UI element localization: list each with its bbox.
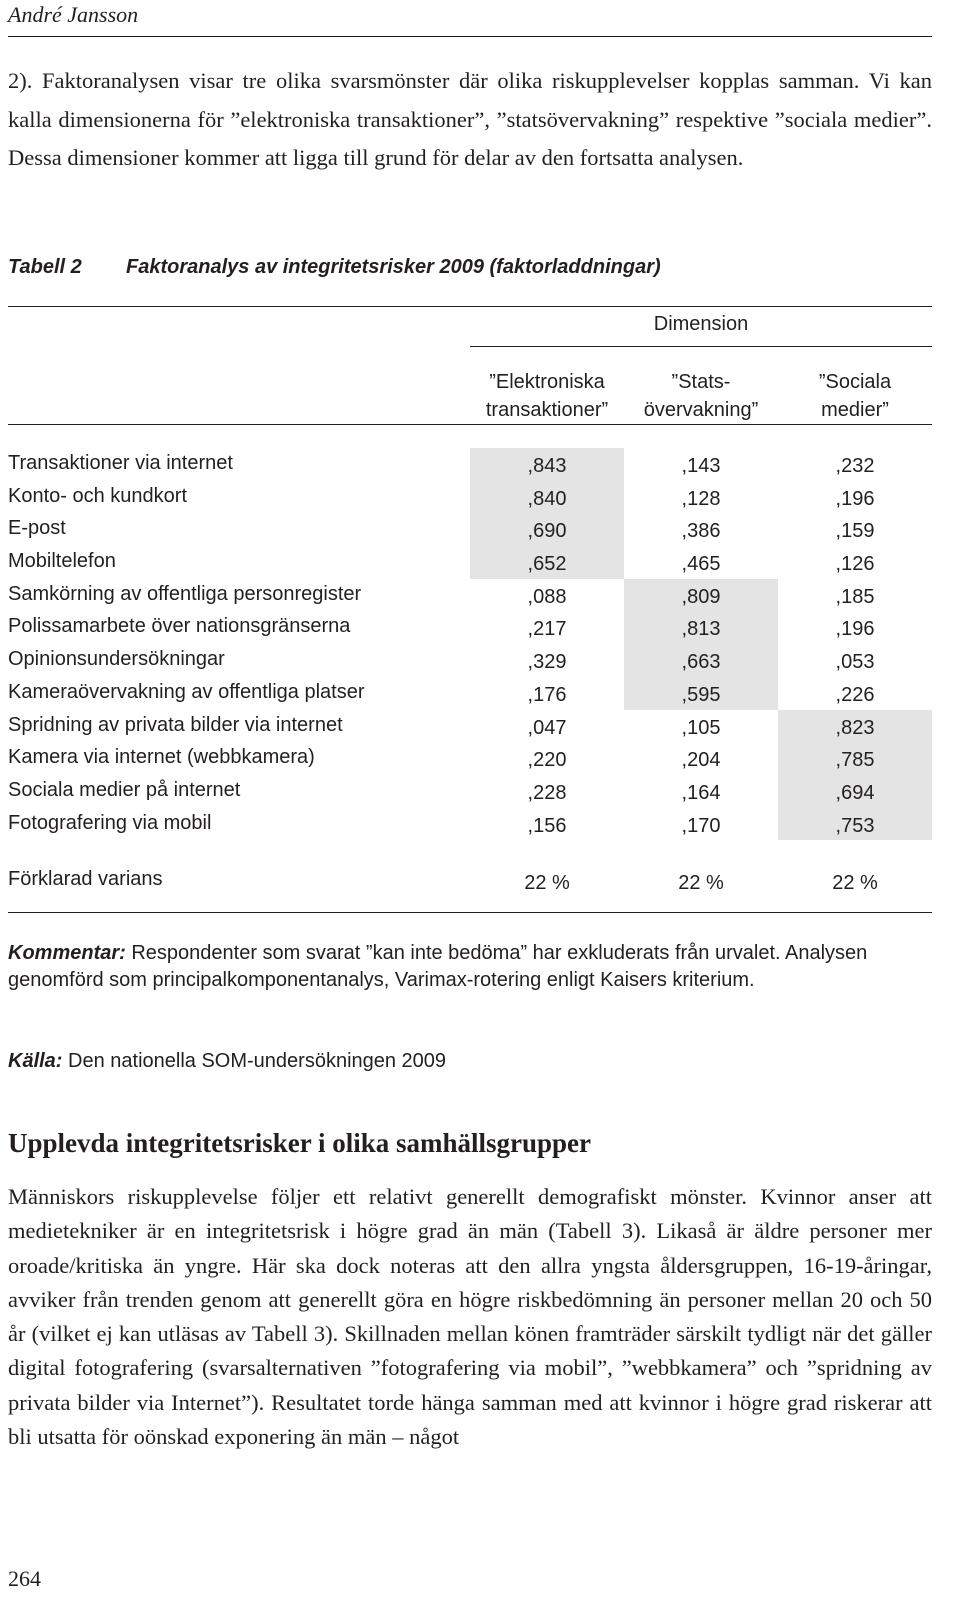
variance-cell: 22 % (524, 872, 570, 894)
table-row (8, 775, 932, 808)
loading-cell: ,176 (527, 683, 567, 706)
comment-text: Respondenter som svarat ”kan inte bedöma” har exkluderats från urvalet. Analysen genomförd som principalkomponentanalys, Varimax-rotering enligt Kaisers kriterium. (8, 942, 868, 991)
dimension-rule (470, 346, 932, 347)
table-row (8, 677, 932, 710)
header-rule (8, 36, 932, 37)
row-label: Konto- och kundkort (8, 484, 187, 507)
source-text: Den nationella SOM-undersökningen 2009 (62, 1050, 447, 1072)
row-label: Mobiltelefon (8, 550, 116, 573)
body-paragraph: Människors riskupplevelse följer ett relativt generellt demografiskt mönster. Kvinnor anser att medietekniker är en integritetsrisk i högre grad än män (Tabell 3). Likaså är äldre personer mer oroade/kritiska än yngre. Här ska dock noteras att den allra yngsta åldersgruppen, 16-19-åringar, avviker från trenden genom att generellt göra en högre riskbedömning än personer mellan 20 och 50 år (vilket ej kan utläsas av Tabell 3). Skillnaden mellan könen framträder särskilt tydligt när det gäller digital fotografering (svarsalternativen ”fotografering via mobil”, ”webbkamera” och ”spridning av privata bilder via Internet”). Resultatet torde hänga samman med att kvinnor i högre grad riskerar att bli utsatta för oönskad exponering än män – något (8, 1184, 932, 1450)
highlighted-loading-cell: ,595 (624, 677, 778, 710)
row-label: Kameraövervakning av offentliga platser (8, 680, 365, 703)
table-title: Faktoranalys av integritetsrisker 2009 (faktorladdningar) (126, 256, 661, 278)
highlighted-loading-cell: ,663 (624, 644, 778, 677)
row-label: Fotografering via mobil (8, 811, 212, 834)
loading-cell: ,053 (835, 651, 875, 674)
variance-cell: 22 % (678, 872, 724, 894)
table-row (8, 448, 932, 481)
table-label: Tabell 2 (8, 256, 82, 278)
dimension-label: Dimension (653, 313, 749, 335)
table-row (8, 742, 932, 775)
row-label: Polissamarbete över nationsgränserna (8, 615, 351, 638)
row-label: Spridning av privata bilder via internet (8, 713, 343, 736)
loading-cell: ,126 (835, 553, 875, 576)
loading-cell: ,159 (835, 520, 875, 543)
loading-cell: ,386 (681, 520, 721, 543)
loading-cell: ,228 (527, 781, 567, 804)
loading-cell: ,226 (835, 683, 875, 706)
loading-cell: ,170 (681, 814, 721, 837)
highlighted-loading-cell: ,813 (624, 611, 778, 644)
highlighted-loading-cell: ,652 (470, 546, 624, 579)
highlighted-loading-cell: ,840 (470, 481, 624, 514)
loading-cell: ,088 (527, 585, 567, 608)
table-comment (8, 940, 932, 994)
table-row (8, 579, 932, 612)
table-header-rule (8, 424, 932, 425)
loading-cell: ,128 (681, 487, 721, 510)
table-row (8, 808, 932, 841)
column-header-line: ”Stats- (671, 371, 731, 393)
variance-row (8, 868, 932, 898)
loading-cell: ,143 (681, 455, 721, 477)
loading-cell: ,196 (835, 487, 875, 510)
table-row (8, 611, 932, 644)
source-label: Källa: (8, 1050, 63, 1072)
column-header-social (778, 368, 932, 424)
table-row (8, 481, 932, 514)
highlighted-loading-cell: ,823 (778, 710, 932, 743)
row-label: E-post (8, 517, 66, 540)
column-header-line: medier” (821, 399, 889, 421)
variance-label: Förklarad varians (8, 868, 163, 890)
loading-cell: ,232 (835, 455, 875, 477)
table-body (8, 448, 932, 840)
running-head: André Jansson (8, 2, 139, 27)
intro-paragraph: 2). Faktoranalysen visar tre olika svarsmönster där olika riskupplevelser kopplas samman. Vi kan kalla dimensionerna för ”elektroniska transaktioner”, ”statsövervakning” respektive ”sociala medier”. Dessa dimensioner kommer att ligga till grund för delar av den fortsatta analysen. (8, 68, 932, 170)
table-top-rule (8, 306, 932, 307)
table-source (8, 1050, 446, 1073)
row-label: Transaktioner via internet (8, 452, 233, 474)
row-label: Sociala medier på internet (8, 778, 241, 801)
column-header-line: transaktioner” (485, 399, 609, 421)
row-label: Samkörning av offentliga personregister (8, 582, 362, 605)
comment-label: Kommentar: (8, 942, 126, 964)
loading-cell: ,185 (835, 585, 875, 608)
highlighted-loading-cell: ,809 (624, 579, 778, 612)
loading-cell: ,329 (527, 651, 567, 674)
row-label: Opinionsundersökningar (8, 648, 225, 671)
highlighted-loading-cell: ,694 (778, 775, 932, 808)
row-label: Kamera via internet (webbkamera) (8, 746, 315, 769)
highlighted-loading-cell: ,690 (470, 513, 624, 546)
column-header-electronic (470, 368, 624, 424)
loading-cell: ,204 (681, 749, 721, 772)
loading-cell: ,196 (835, 618, 875, 641)
section-heading: Upplevda integritetsrisker i olika samhällsgrupper (8, 1128, 592, 1158)
column-header-line: övervakning” (643, 399, 759, 421)
table-caption (8, 256, 661, 279)
page-number: 264 (8, 1566, 41, 1591)
column-header-surveillance (624, 368, 778, 424)
loading-cell: ,156 (527, 814, 567, 837)
loading-cell: ,220 (527, 749, 567, 772)
highlighted-loading-cell: ,843 (470, 448, 624, 481)
table-row (8, 546, 932, 579)
loading-cell: ,465 (681, 553, 721, 576)
loading-cell: ,105 (681, 716, 721, 739)
table-row (8, 710, 932, 743)
loading-cell: ,164 (681, 781, 721, 804)
highlighted-loading-cell: ,753 (778, 808, 932, 841)
table-row (8, 644, 932, 677)
variance-cell: 22 % (832, 872, 878, 894)
highlighted-loading-cell: ,785 (778, 742, 932, 775)
table-row (8, 513, 932, 546)
table-bottom-rule (8, 912, 932, 913)
column-header-line: ”Sociala (818, 371, 892, 393)
column-header-line: ”Elektroniska (489, 371, 605, 393)
loading-cell: ,217 (527, 618, 567, 641)
loading-cell: ,047 (527, 716, 567, 739)
